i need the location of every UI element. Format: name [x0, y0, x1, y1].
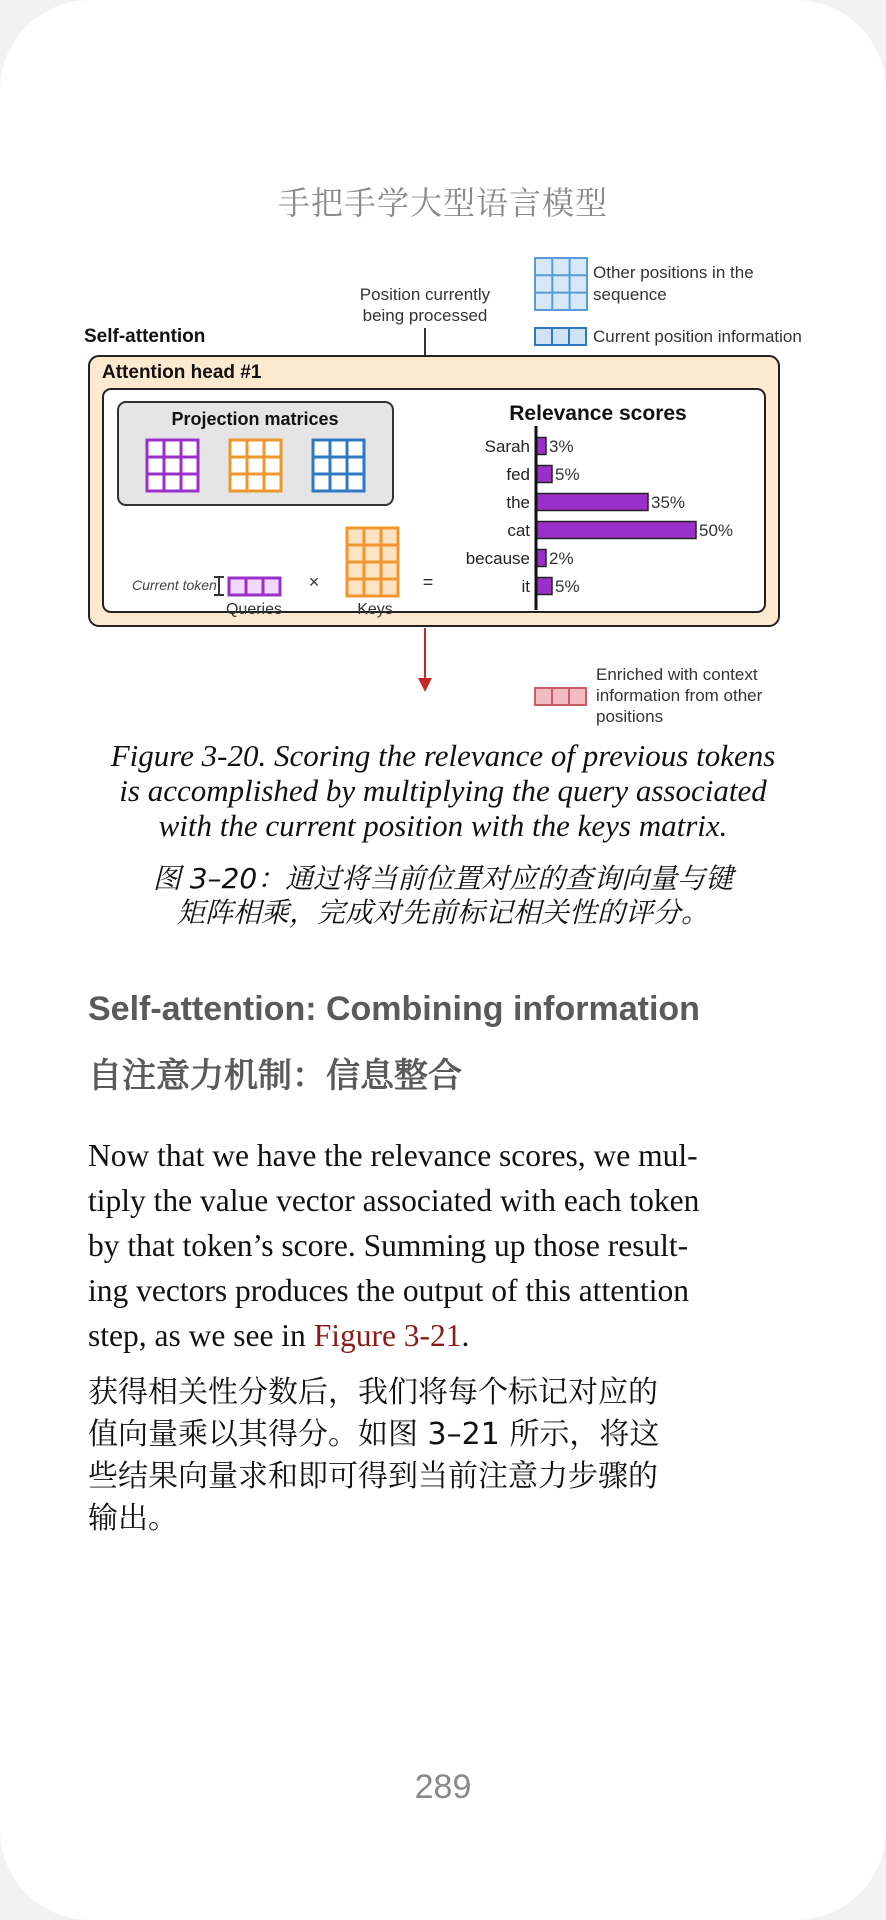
caption-zh-line: 矩阵相乘，完成对先前标记相关性的评分。 — [176, 896, 709, 929]
attention-head-label: Attention head #1 — [102, 362, 262, 383]
paragraph-en-line: ing vectors produces the output of this attention — [88, 1273, 690, 1308]
chart-category-label: fed — [506, 465, 530, 484]
arrow-label-line1: Position currently — [359, 285, 491, 304]
output-arrow-icon — [418, 628, 432, 692]
chart-value-label: 2% — [549, 549, 574, 568]
paragraph-en-period: . — [461, 1318, 470, 1353]
legend-enriched-line3: positions — [596, 707, 664, 726]
paragraph-en — [88, 1133, 800, 1358]
queries-label: Queries — [225, 601, 283, 618]
legend-other-positions-icon — [535, 258, 587, 310]
paragraph-en-text: step, as we see in — [88, 1318, 314, 1353]
figure-caption-en — [70, 738, 816, 843]
paragraph-zh-line: 值向量乘以其得分。如图 3–21 所示，将这 — [88, 1417, 660, 1452]
paragraph-en-line: tiply the value vector associated with each token — [88, 1183, 700, 1218]
legend-current-position-label: Current position information — [593, 327, 802, 346]
chart-category-label: cat — [507, 521, 530, 540]
chart-bar — [536, 578, 552, 595]
caption-zh-line: 图 3–20：通过将当前位置对应的查询向量与键 — [152, 862, 734, 895]
paragraph-zh-line: 输出。 — [88, 1501, 178, 1536]
arrow-label-line2: being processed — [362, 306, 488, 325]
legend-current-position-icon — [535, 328, 586, 345]
caption-en-line: with the current position with the keys matrix. — [158, 808, 728, 843]
key-matrix-icon — [230, 440, 281, 491]
legend-enriched-line2: information from other — [596, 686, 763, 705]
paragraph-en-line: Now that we have the relevance scores, we mul- — [88, 1138, 698, 1173]
section-title-en: Self-attention: Combining information — [88, 990, 700, 1028]
current-token-label: Current token — [132, 577, 217, 593]
chart-category-label: because — [465, 549, 530, 568]
attention-diagram — [80, 248, 806, 728]
value-matrix-icon — [313, 440, 364, 491]
caption-en-line: Figure 3-20. Scoring the relevance of previous tokens — [110, 738, 776, 773]
chart-category-label: the — [506, 493, 530, 512]
paragraph-zh-line: 些结果向量求和即可得到当前注意力步骤的 — [88, 1459, 658, 1494]
paragraph-zh — [88, 1372, 800, 1540]
legend-enriched-icon — [535, 688, 586, 705]
chart-title: Relevance scores — [509, 402, 687, 425]
self-attention-label: Self-attention — [84, 326, 206, 347]
paragraph-zh-line: 获得相关性分数后，我们将每个标记对应的 — [88, 1375, 658, 1410]
chart-category-label: Sarah — [484, 437, 530, 456]
legend-enriched-line1: Enriched with context — [596, 665, 758, 684]
chart-bar — [536, 466, 552, 483]
chart-value-label: 5% — [555, 577, 580, 596]
figure-3-20 — [80, 248, 806, 728]
queries-vector-icon — [229, 578, 280, 595]
paragraph-en-line: by that token’s score. Summing up those result- — [88, 1228, 689, 1263]
equals-symbol: = — [422, 572, 434, 592]
keys-matrix-icon — [347, 528, 398, 596]
page-number: 289 — [414, 1768, 472, 1806]
chart-value-label: 35% — [651, 493, 686, 512]
chart-category-label: it — [521, 577, 530, 596]
figure-caption-zh — [70, 862, 816, 930]
chart-value-label: 3% — [549, 437, 574, 456]
times-symbol: × — [308, 572, 320, 592]
legend-other-positions-line1: Other positions in the — [593, 263, 754, 282]
section-title-zh: 自注意力机制：信息整合 — [88, 1056, 462, 1096]
chart-bar — [536, 494, 648, 511]
keys-label: Keys — [357, 601, 393, 618]
projection-matrices-label: Projection matrices — [171, 409, 339, 429]
book-title: 手把手学大型语言模型 — [277, 184, 608, 222]
chart-value-label: 5% — [555, 465, 580, 484]
chart-value-label: 50% — [699, 521, 734, 540]
chart-bar — [536, 522, 696, 539]
caption-en-line: is accomplished by multiplying the query associated — [119, 773, 767, 808]
paragraph-en-last-line — [88, 1313, 800, 1358]
query-matrix-icon — [147, 440, 198, 491]
figure-3-21-link[interactable]: Figure 3-21 — [313, 1318, 462, 1353]
legend-other-positions-line2: sequence — [593, 285, 667, 304]
